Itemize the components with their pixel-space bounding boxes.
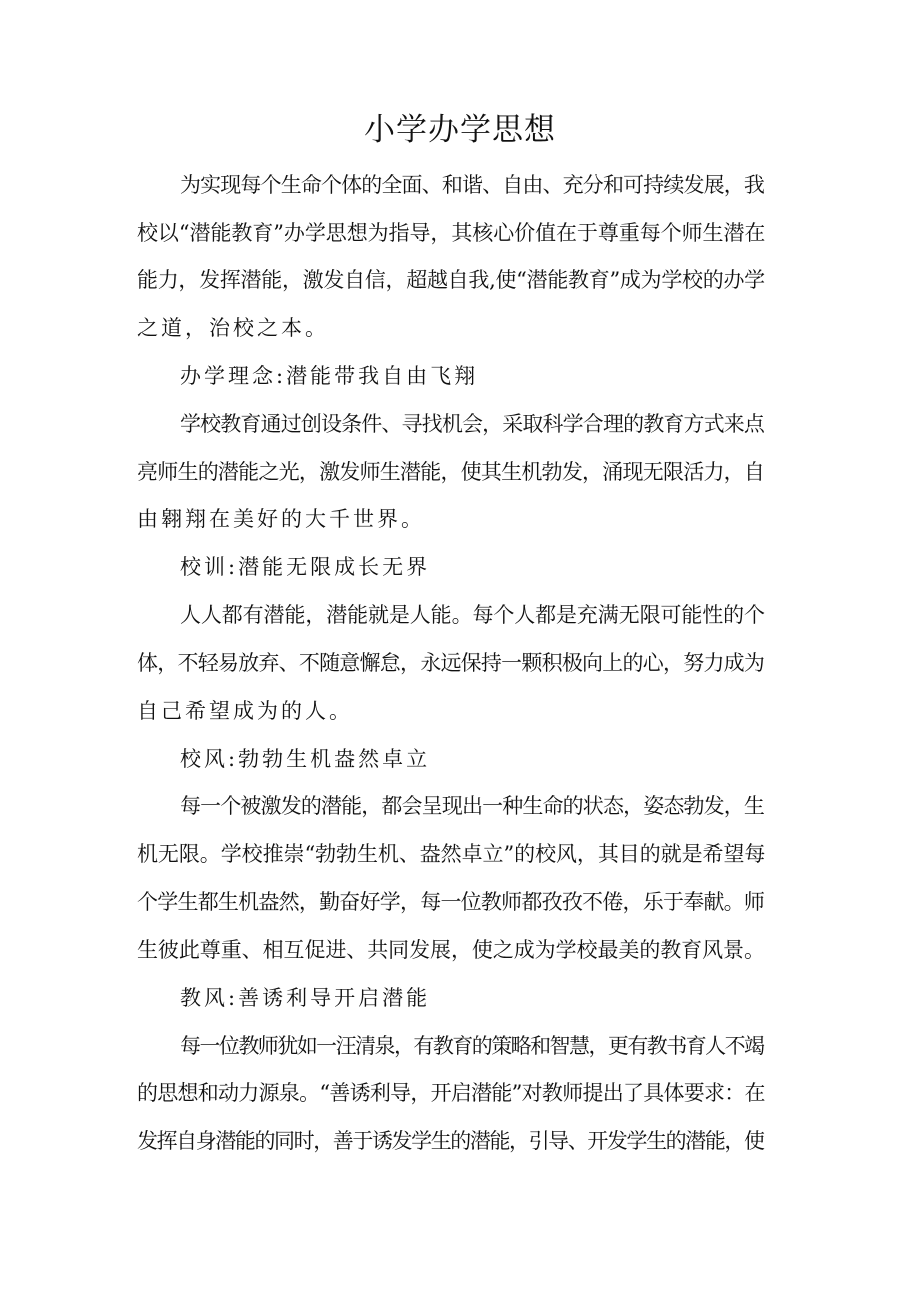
- text-line: 机无限。学校推崇“勃勃生机、盎然卓立”的校风，其目的就是希望每: [137, 842, 766, 866]
- text-line: 发挥自身潜能的同时，善于诱发学生的潜能，引导、开发学生的潜能，使: [137, 1129, 764, 1153]
- text-line: 每一个被激发的潜能，都会呈现出一种生命的状态，姿态勃发，生: [180, 794, 765, 818]
- page-title: 小学办学思想: [364, 112, 556, 148]
- text-line: 为实现每个生命个体的全面、和谐、自由、充分和可持续发展，我: [180, 173, 765, 197]
- section-heading: 办学理念:潜能带我自由飞翔: [180, 364, 479, 388]
- text-line: 学校教育通过创设条件、寻找机会，采取科学合理的教育方式来点: [180, 412, 765, 436]
- text-line: 之道，治校之本。: [137, 316, 329, 340]
- text-line: 校以“潜能教育”办学思想为指导，其核心价值在于尊重每个师生潜在: [137, 221, 766, 245]
- text-line: 体，不轻易放弃、不随意懈怠，永远保持一颗积极向上的心，努力成为: [137, 651, 765, 675]
- text-line: 亮师生的潜能之光，激发师生潜能，使其生机勃发，涌现无限活力，自: [137, 460, 765, 484]
- text-line: 的思想和动力源泉。“善诱利导，开启潜能”对教师提出了具体要求：在: [137, 1081, 765, 1105]
- text-line: 生彼此尊重、相互促进、共同发展，使之成为学校最美的教育风景。: [137, 938, 765, 962]
- section-heading: 校训:潜能无限成长无界: [180, 555, 431, 579]
- section-heading: 教风:善诱利导开启潜能: [180, 986, 431, 1010]
- text-line: 由翱翔在美好的大千世界。: [137, 507, 425, 531]
- section-heading: 校风:勃勃生机盎然卓立: [180, 747, 431, 771]
- text-line: 每一位教师犹如一汪清泉，有教育的策略和智慧，更有教书育人不竭: [180, 1034, 764, 1058]
- text-line: 能力，发挥潜能，激发自信，超越自我,使“潜能教育”成为学校的办学: [137, 268, 765, 292]
- text-line: 自己希望成为的人。: [137, 699, 353, 723]
- text-line: 个学生都生机盎然，勤奋好学，每一位教师都孜孜不倦，乐于奉献。师: [137, 890, 765, 914]
- text-line: 人人都有潜能，潜能就是人能。每个人都是充满无限可能性的个: [180, 603, 765, 627]
